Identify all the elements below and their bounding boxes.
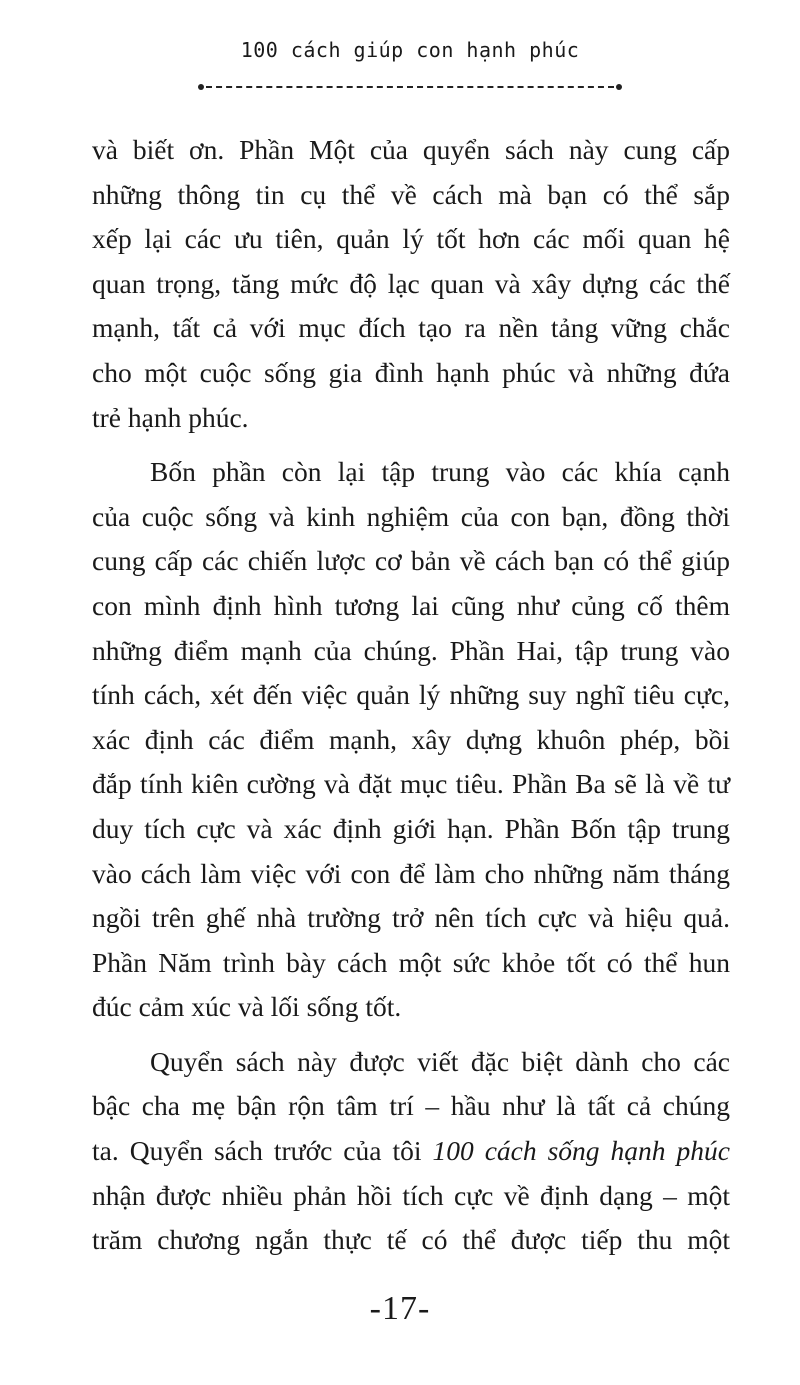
paragraph-line: cung cấp các chiến lược cơ bản về cách bạn có thể giúp bbox=[92, 545, 730, 577]
paragraph-line: Phần Năm trình bày cách một sức khỏe tốt có thể hun bbox=[92, 946, 730, 978]
running-header-title: 100 cách giúp con hạnh phúc bbox=[240, 38, 580, 62]
paragraph-line: nhận được nhiều phản hồi tích cực về định dạng – một bbox=[92, 1179, 730, 1211]
paragraph-line: Quyển sách này được viết đặc biệt dành cho các bbox=[150, 1045, 730, 1077]
paragraph-line: mạnh, tất cả với mục đích tạo ra nền tảng vững chắc bbox=[92, 312, 730, 344]
paragraph-1 bbox=[92, 128, 730, 440]
paragraph-line: trẻ hạnh phúc. bbox=[92, 401, 249, 433]
paragraph-line: và biết ơn. Phần Một của quyển sách này cung cấp bbox=[92, 134, 730, 165]
paragraph-line: của cuộc sống và kinh nghiệm của con bạn, đồng thời bbox=[92, 500, 730, 532]
paragraph-line: ngồi trên ghế nhà trường trở nên tích cực và hiệu quả. bbox=[92, 902, 730, 934]
paragraph-2 bbox=[92, 450, 730, 1030]
paragraph-line: những thông tin cụ thể về cách mà bạn có thể sắp bbox=[92, 178, 730, 210]
paragraph-line: con mình định hình tương lai cũng như củng cố thêm bbox=[92, 589, 730, 621]
paragraph-line: bậc cha mẹ bận rộn tâm trí – hầu như là tất cả chúng bbox=[92, 1090, 730, 1122]
paragraph-line: Bốn phần còn lại tập trung vào các khía cạnh bbox=[150, 456, 730, 488]
paragraph-line: cho một cuộc sống gia đình hạnh phúc và những đứa bbox=[92, 356, 730, 388]
divider-dot-right bbox=[616, 84, 622, 90]
body-text bbox=[92, 128, 730, 1273]
header-divider bbox=[198, 84, 622, 90]
paragraph-line: đắp tính kiên cường và đặt mục tiêu. Phần Ba sẽ là về tư bbox=[92, 768, 730, 800]
paragraph-3 bbox=[92, 1040, 730, 1263]
paragraph-line: xác định các điểm mạnh, xây dựng khuôn phép, bồi bbox=[92, 723, 730, 755]
paragraph-line: trăm chương ngắn thực tế có thể được tiếp thu một bbox=[92, 1224, 730, 1256]
divider-dashed-line bbox=[206, 86, 614, 88]
paragraph-line: vào cách làm việc với con để làm cho những năm tháng bbox=[92, 857, 730, 889]
book-title-italic: 100 cách sống hạnh phúc bbox=[432, 1135, 730, 1167]
divider-dot-left bbox=[198, 84, 204, 90]
paragraph-line: tính cách, xét đến việc quản lý những suy nghĩ tiêu cực, bbox=[92, 679, 730, 711]
paragraph-line: xếp lại các ưu tiên, quản lý tốt hơn các mối quan hệ bbox=[92, 223, 730, 255]
page-number: -17- bbox=[369, 1290, 431, 1327]
paragraph-text: ta. Quyển sách trước của tôi bbox=[92, 1135, 433, 1167]
paragraph-line: quan trọng, tăng mức độ lạc quan và xây dựng các thế bbox=[92, 267, 730, 299]
paragraph-line: những điểm mạnh của chúng. Phần Hai, tập trung vào bbox=[92, 634, 730, 666]
paragraph-line: duy tích cực và xác định giới hạn. Phần Bốn tập trung bbox=[92, 812, 730, 844]
paragraph-line: đúc cảm xúc và lối sống tốt. bbox=[92, 991, 402, 1023]
paragraph-line bbox=[92, 1129, 730, 1174]
